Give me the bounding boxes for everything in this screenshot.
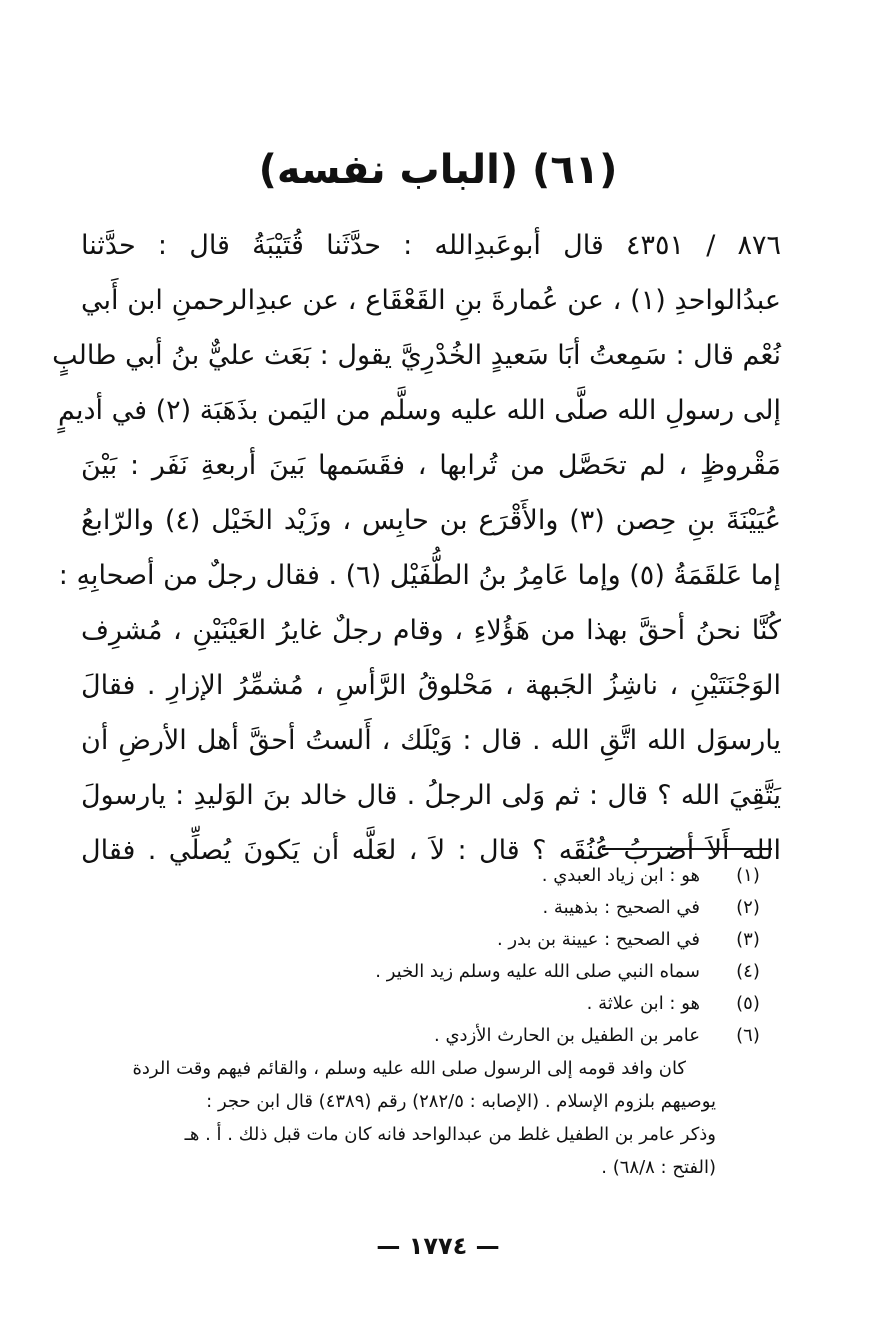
footnote-text: هو : ابن علاثة .	[586, 993, 700, 1014]
footnotes	[96, 860, 776, 1184]
hadith-line: الوَجْنَتَيْنِ ، ناشِزُ الجَبهة ، مَحْلوقُ الرَّأسِ ، مُشمِّرُ الإزارِ . فقالَ	[81, 670, 781, 701]
footnote-separator	[602, 848, 772, 850]
hadith-line: يارسوَل الله اتَّقِ الله . قال : وَيْلَك ، أَلستُ أحقَّ أهل الأرضِ أن	[81, 725, 781, 756]
footnote-continuation: (الفتح : ٦٨/٨) .	[601, 1157, 716, 1178]
footnote-number: (٤)	[736, 961, 760, 982]
footnote-text: هو : ابن زياد العبدي .	[541, 865, 700, 886]
hadith-text	[52, 218, 782, 878]
footnote-item	[96, 988, 776, 1020]
footnote-item	[96, 860, 776, 892]
footnote-text: سماه النبي صلى الله عليه وسلم زيد الخير .	[375, 961, 700, 982]
footnote-number: (٢)	[736, 897, 760, 918]
footnote-number: (١)	[736, 865, 760, 886]
footnote-text: عامر بن الطفيل بن الحارث الأزدي .	[434, 1025, 700, 1046]
hadith-line: عبدُالواحدِ (١) ، عن عُمارةَ بنِ القَعْقَاع ، عن عبدِالرحمنِ ابن أَبي	[81, 285, 782, 316]
hadith-line: عُيَيْنَةَ بنِ حِصن (٣) والأَقْرَع بن حابِس ، وزَيْد الخَيْل (٤) والرّابعُ	[81, 505, 781, 536]
hadith-line: ٨٧٦ / ٤٣٥١ قال أبوعَبدِالله : حدَّثَنا قُتَيْبَةُ قال : حدَّثنا	[81, 230, 782, 261]
chapter-title: (٦١) (الباب نفسه)	[258, 147, 618, 193]
footnote-continuation: وذكر عامر بن الطفيل غلط من عبدالواحد فانه كان مات قبل ذلك . أ . هـ	[184, 1124, 716, 1145]
footnote-item	[96, 1020, 776, 1052]
hadith-line: نُعْم قال : سَمِعتُ أبَا سَعيدٍ الخُدْرِيَّ يقول : بَعَث عليٌّ بنُ أبي طالبٍ	[52, 340, 781, 371]
footnote-item	[96, 924, 776, 956]
hadith-line: إلى رسولِ الله صلَّى الله عليه وسلَّم من اليَمن بذَهَبَة (٢) في أديمٍ	[58, 395, 781, 426]
footnote-text: في الصحيح : عيينة بن بدر .	[496, 929, 700, 950]
page-number: — ١٧٧٤ —	[376, 1232, 500, 1260]
hadith-line: إما عَلقَمَةُ (٥) وإما عَامِرُ بنُ الطُّفَيْل (٦) . فقال رجلٌ من أصحابِهِ :	[58, 560, 781, 591]
footnote-continuation: كان وافد قومه إلى الرسول صلى الله عليه وسلم ، والقائم فيهم وقت الردة	[132, 1058, 686, 1079]
hadith-line: مَقْروظٍ ، لم تحَصَّل من تُرابها ، فقَسَمها بَينَ أربعةِ نَفَر : بَيْنَ	[81, 450, 781, 481]
hadith-line: كُنَّا نحنُ أحقَّ بهذا من هَؤُلاءِ ، وقام رجلٌ غايرُ العَيْنَيْنِ ، مُشرِف	[81, 615, 781, 646]
footnote-number: (٦)	[736, 1025, 760, 1046]
hadith-line: يَتَّقِيَ الله ؟ قال : ثم وَلى الرجلُ . قال خالد بنَ الوَليدِ : يارسولَ	[81, 780, 781, 811]
footnote-number: (٥)	[736, 993, 760, 1014]
footnote-text: في الصحيح : بذهيبة .	[542, 897, 700, 918]
hadith-line: الله أَلاَ أضربُ عُنُقَه ؟ قال : لاَ ، لعَلَّه أن يَكونَ يُصلِّي . فقال	[81, 835, 781, 866]
footnote-number: (٣)	[736, 929, 760, 950]
footnote-item	[96, 956, 776, 988]
footnote-item	[96, 892, 776, 924]
footnote-continuation: يوصيهم بلزوم الإسلام . (الإصابه : ٢٨٢/٥) رقم (٤٣٨٩) قال ابن حجر :	[206, 1091, 716, 1112]
